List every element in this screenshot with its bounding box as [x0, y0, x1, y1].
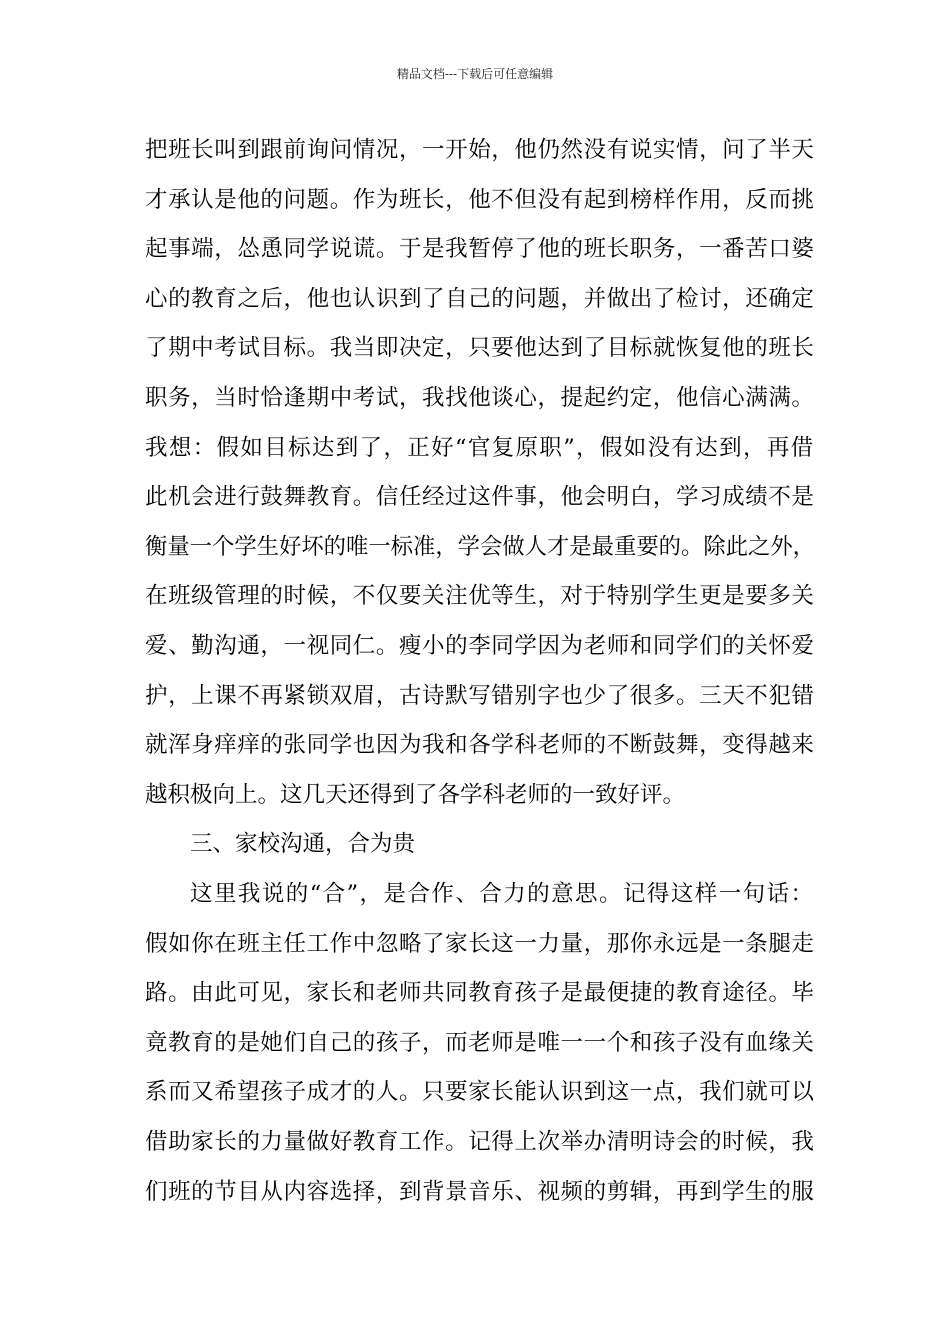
text-line: 越积极向上。这几天还得到了各学科老师的一致好评。 — [145, 781, 686, 808]
text-line: 就浑身痒痒的张同学也因为我和各学科老师的不断鼓舞，变得越来 — [145, 732, 815, 759]
text-line: 起事端，怂恿同学说谎。于是我暂停了他的班长职务，一番苦口婆 — [145, 236, 815, 263]
text-line: 借助家长的力量做好教育工作。记得上次举办清明诗会的时候，我 — [145, 1129, 815, 1155]
text-line: 把班长叫到跟前询问情况，一开始，他仍然没有说实情，问了半天 — [145, 137, 815, 163]
text-line: 职务，当时恰逢期中考试，我找他谈心，提起约定，他信心满满。 — [145, 385, 815, 411]
text-line: 爱、勤沟通，一视同仁。瘦小的李同学因为老师和同学们的关怀爱 — [145, 633, 815, 659]
page-header: 精品文档---下载后可任意编辑 — [396, 67, 554, 81]
text-line: 三、家校沟通，合为贵 — [190, 831, 416, 858]
text-line: 假如你在班主任工作中忽略了家长这一力量，那你永远是一条腿走 — [145, 930, 815, 957]
text-line: 心的教育之后，他也认识到了自己的问题，并做出了检讨，还确定 — [145, 285, 815, 312]
text-line: 了期中考试目标。我当即决定，只要他达到了目标就恢复他的班长 — [145, 335, 815, 362]
text-line: 系而又希望孩子成才的人。只要家长能认识到这一点，我们就可以 — [145, 1079, 815, 1106]
text-line: 们班的节目从内容选择，到背景音乐、视频的剪辑，再到学生的服 — [145, 1178, 815, 1205]
text-line: 此机会进行鼓舞教育。信任经过这件事，他会明白，学习成绩不是 — [145, 484, 815, 511]
text-line: 竟教育的是她们自己的孩子，而老师是唯一一个和孩子没有血缘关 — [145, 1029, 815, 1056]
text-line: 在班级管理的时候，不仅要关注优等生，对于特别学生更是要多关 — [145, 583, 815, 610]
text-line: 我想：假如目标达到了，正好“官复原职”，假如没有达到，再借 — [145, 434, 815, 461]
text-line: 衡量一个学生好坏的唯一标准，学会做人才是最重要的。除此之外， — [145, 533, 816, 560]
text-line: 护，上课不再紧锁双眉，古诗默写错别字也少了很多。三天不犯错 — [145, 682, 815, 709]
text-line: 这里我说的“合”，是合作、合力的意思。记得这样一句话： — [190, 881, 815, 907]
text-line: 才承认是他的问题。作为班长，他不但没有起到榜样作用，反而挑 — [145, 186, 815, 213]
text-line: 路。由此可见，家长和老师共同教育孩子是最便捷的教育途径。毕 — [145, 980, 815, 1007]
